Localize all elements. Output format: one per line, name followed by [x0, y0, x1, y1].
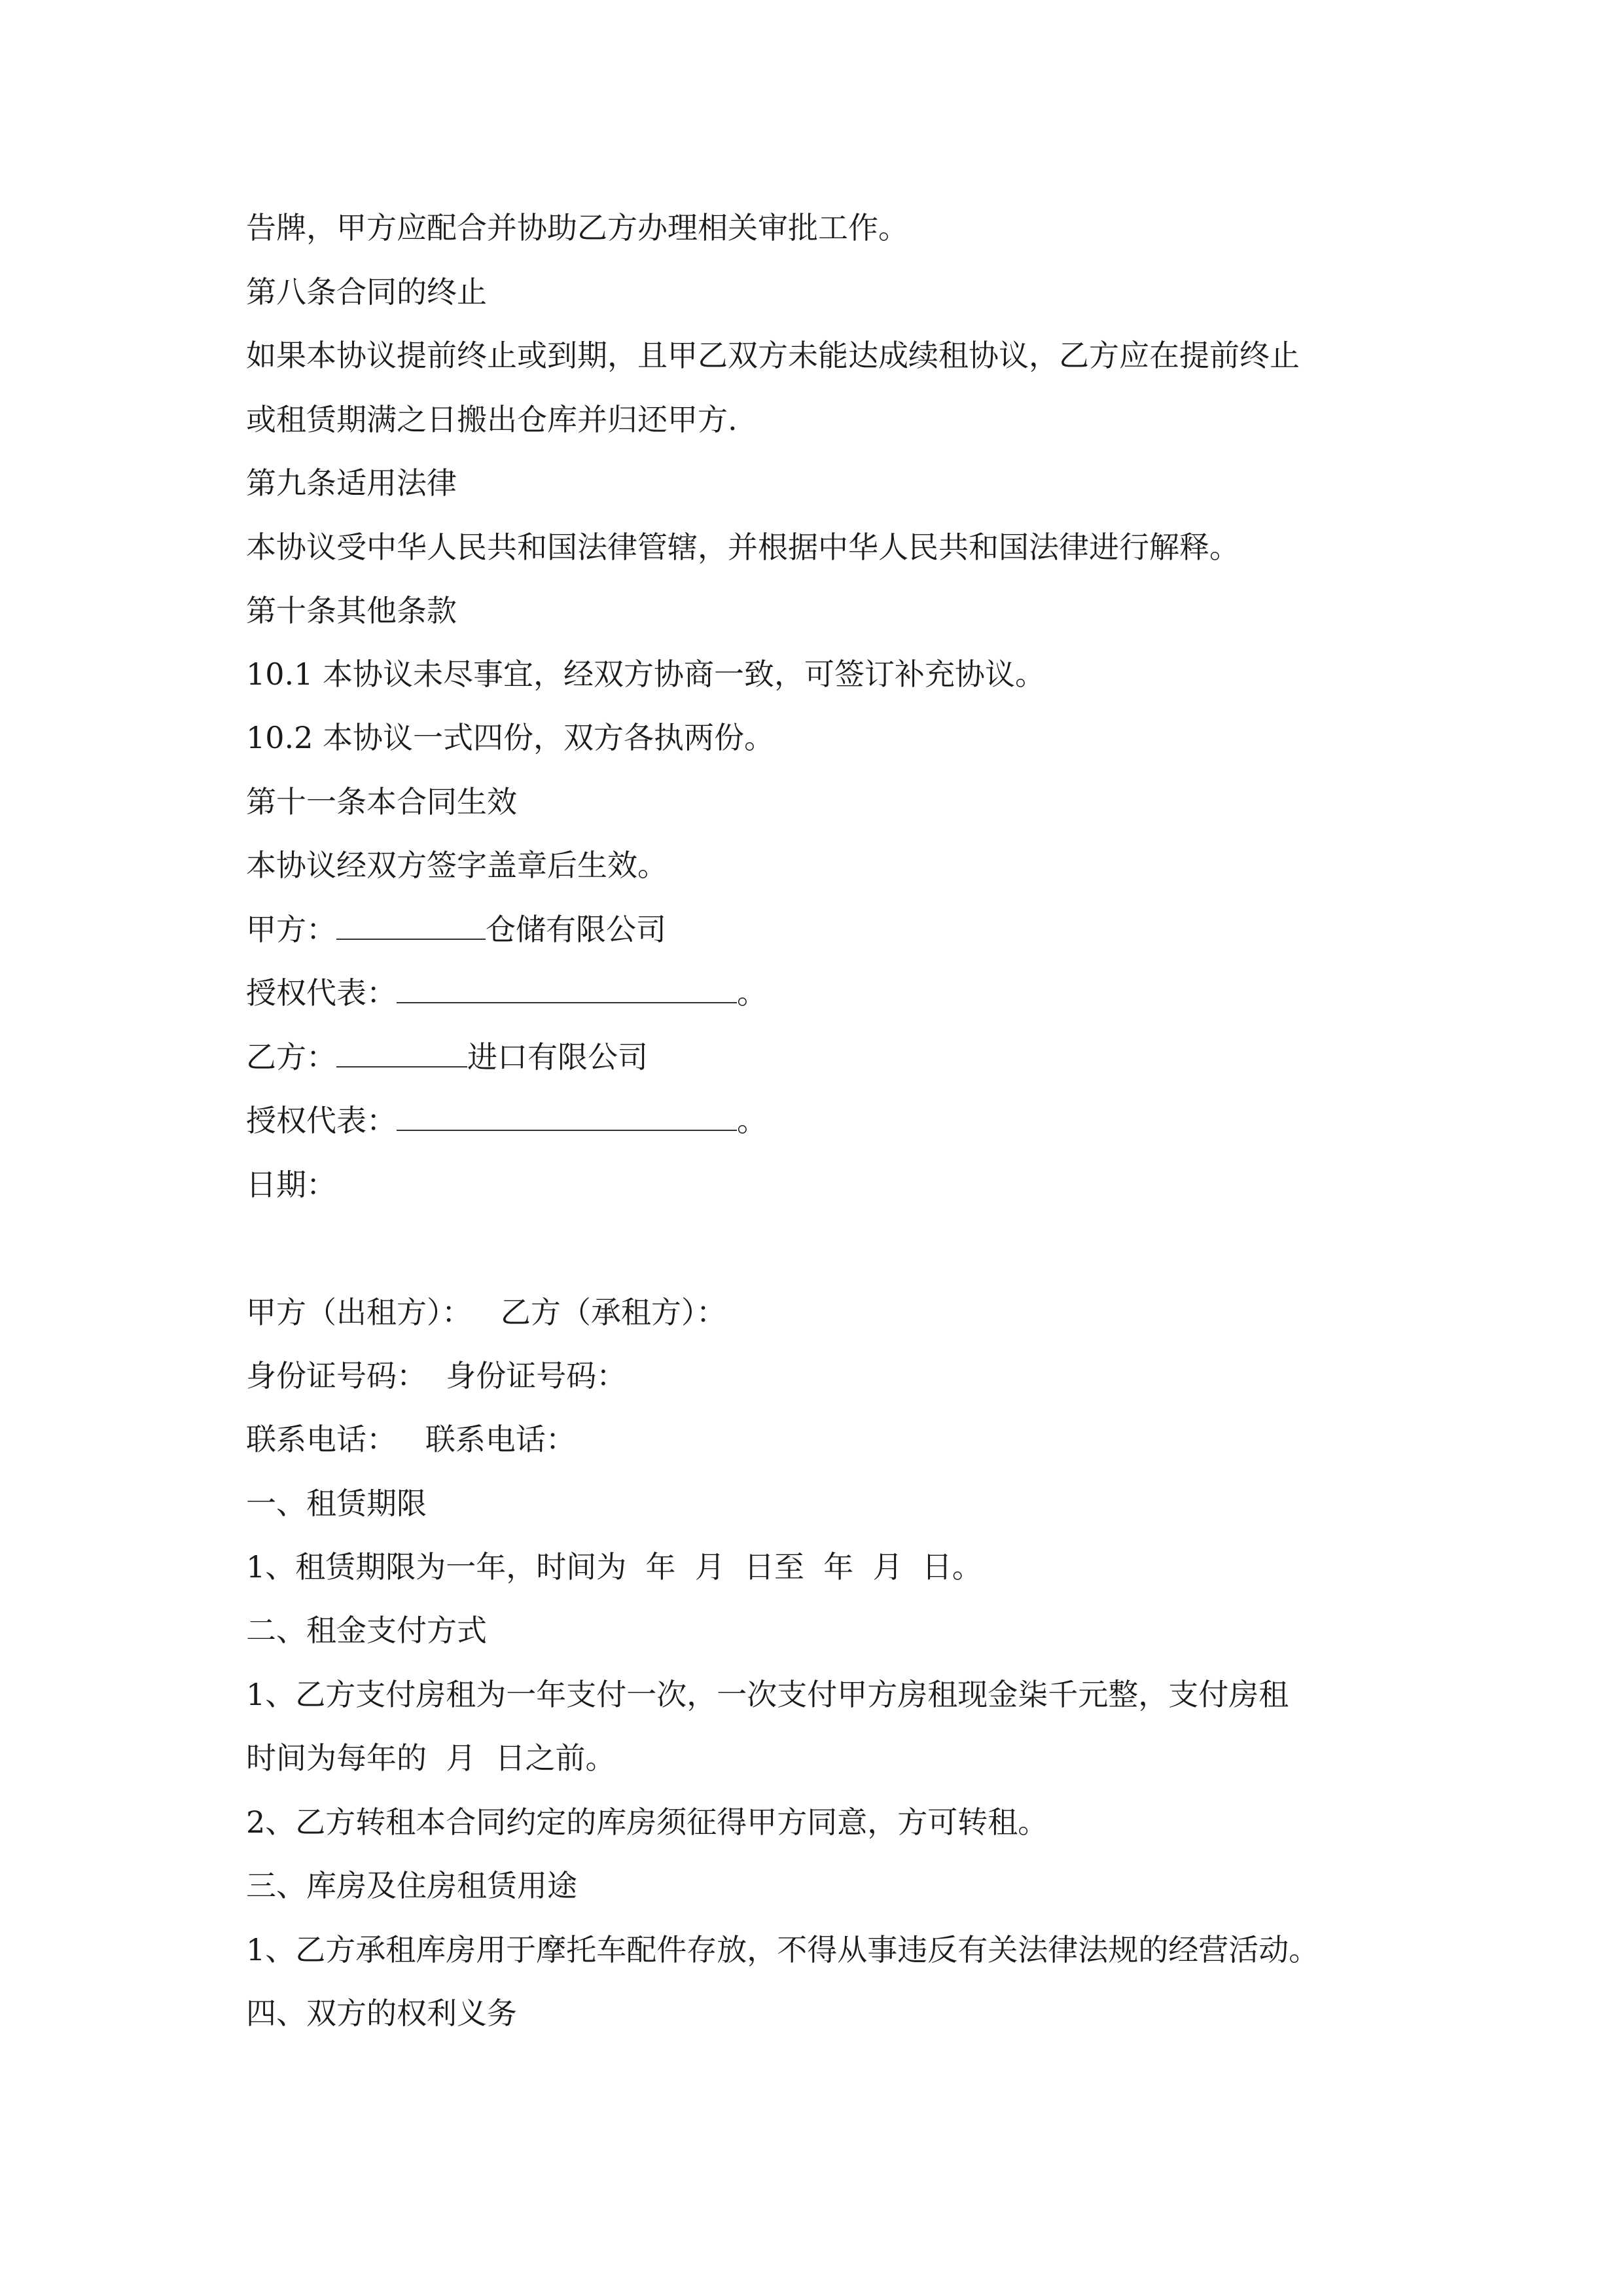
- text-line: 本协议经双方签字盖章后生效。: [246, 848, 668, 883]
- rep1-line: [246, 973, 767, 1013]
- text-line: 告牌，甲方应配合并协助乙方办理相关审批工作。: [246, 210, 908, 245]
- section-heading: 三、库房及住房租赁用途: [246, 1868, 577, 1903]
- section-heading: 二、租金支付方式: [246, 1613, 487, 1648]
- date-line: 日期：: [246, 1167, 336, 1202]
- text-line: 10.2 本协议一式四份，双方各执两份。: [246, 720, 775, 755]
- text-line: 联系电话： 联系电话：: [246, 1422, 576, 1457]
- section-heading: 四、双方的权利义务: [246, 1996, 517, 2031]
- rep1-end: 。: [737, 975, 767, 1011]
- party-b-suffix: 进口有限公司: [467, 1039, 648, 1075]
- party-b-label: 乙方：: [246, 1039, 336, 1075]
- text-line: 1、乙方承租库房用于摩托车配件存放，不得从事违反有关法律法规的经营活动。: [246, 1932, 1319, 1967]
- rep2-line: [246, 1101, 767, 1140]
- article-heading: 第十一条本合同生效: [246, 784, 517, 819]
- text-line: 2、乙方转租本合同约定的库房须征得甲方同意，方可转租。: [246, 1804, 1048, 1840]
- text-line: 本协议受中华人民共和国法律管辖，并根据中华人民共和国法律进行解释。: [246, 529, 1240, 565]
- party-a-label: 甲方：: [246, 912, 336, 947]
- rep1-label: 授权代表：: [246, 975, 397, 1011]
- rep2-blank: [397, 1101, 737, 1131]
- article-heading: 第八条合同的终止: [246, 274, 487, 310]
- article-heading: 第九条适用法律: [246, 465, 457, 501]
- party-b-blank: [336, 1037, 467, 1067]
- text-line: 1、乙方支付房租为一年支付一次，一次支付甲方房租现金柒千元整，支付房租: [246, 1677, 1289, 1712]
- text-line: 1、租赁期限为一年，时间为 年 月 日至 年 月 日。: [246, 1549, 982, 1585]
- rep1-blank: [397, 973, 737, 1003]
- party-a-suffix: 仓储有限公司: [486, 912, 666, 947]
- text-line: 时间为每年的 月 日之前。: [246, 1740, 616, 1776]
- text-line: 甲方（出租方）： 乙方（承租方）：: [246, 1295, 726, 1330]
- party-a-line: [246, 910, 666, 949]
- text-line: 身份证号码： 身份证号码：: [246, 1358, 627, 1393]
- rep2-end: 。: [737, 1103, 767, 1138]
- text-line: 10.1 本协议未尽事宜，经双方协商一致，可签订补充协议。: [246, 656, 1046, 692]
- text-line: 如果本协议提前终止或到期，且甲乙双方未能达成续租协议，乙方应在提前终止: [246, 338, 1300, 373]
- article-heading: 第十条其他条款: [246, 593, 457, 628]
- text-line: 或租赁期满之日搬出仓库并归还甲方.: [246, 402, 738, 437]
- party-a-blank: [336, 910, 486, 940]
- section-heading: 一、租赁期限: [246, 1486, 427, 1521]
- party-b-line: [246, 1037, 648, 1077]
- rep2-label: 授权代表：: [246, 1103, 397, 1138]
